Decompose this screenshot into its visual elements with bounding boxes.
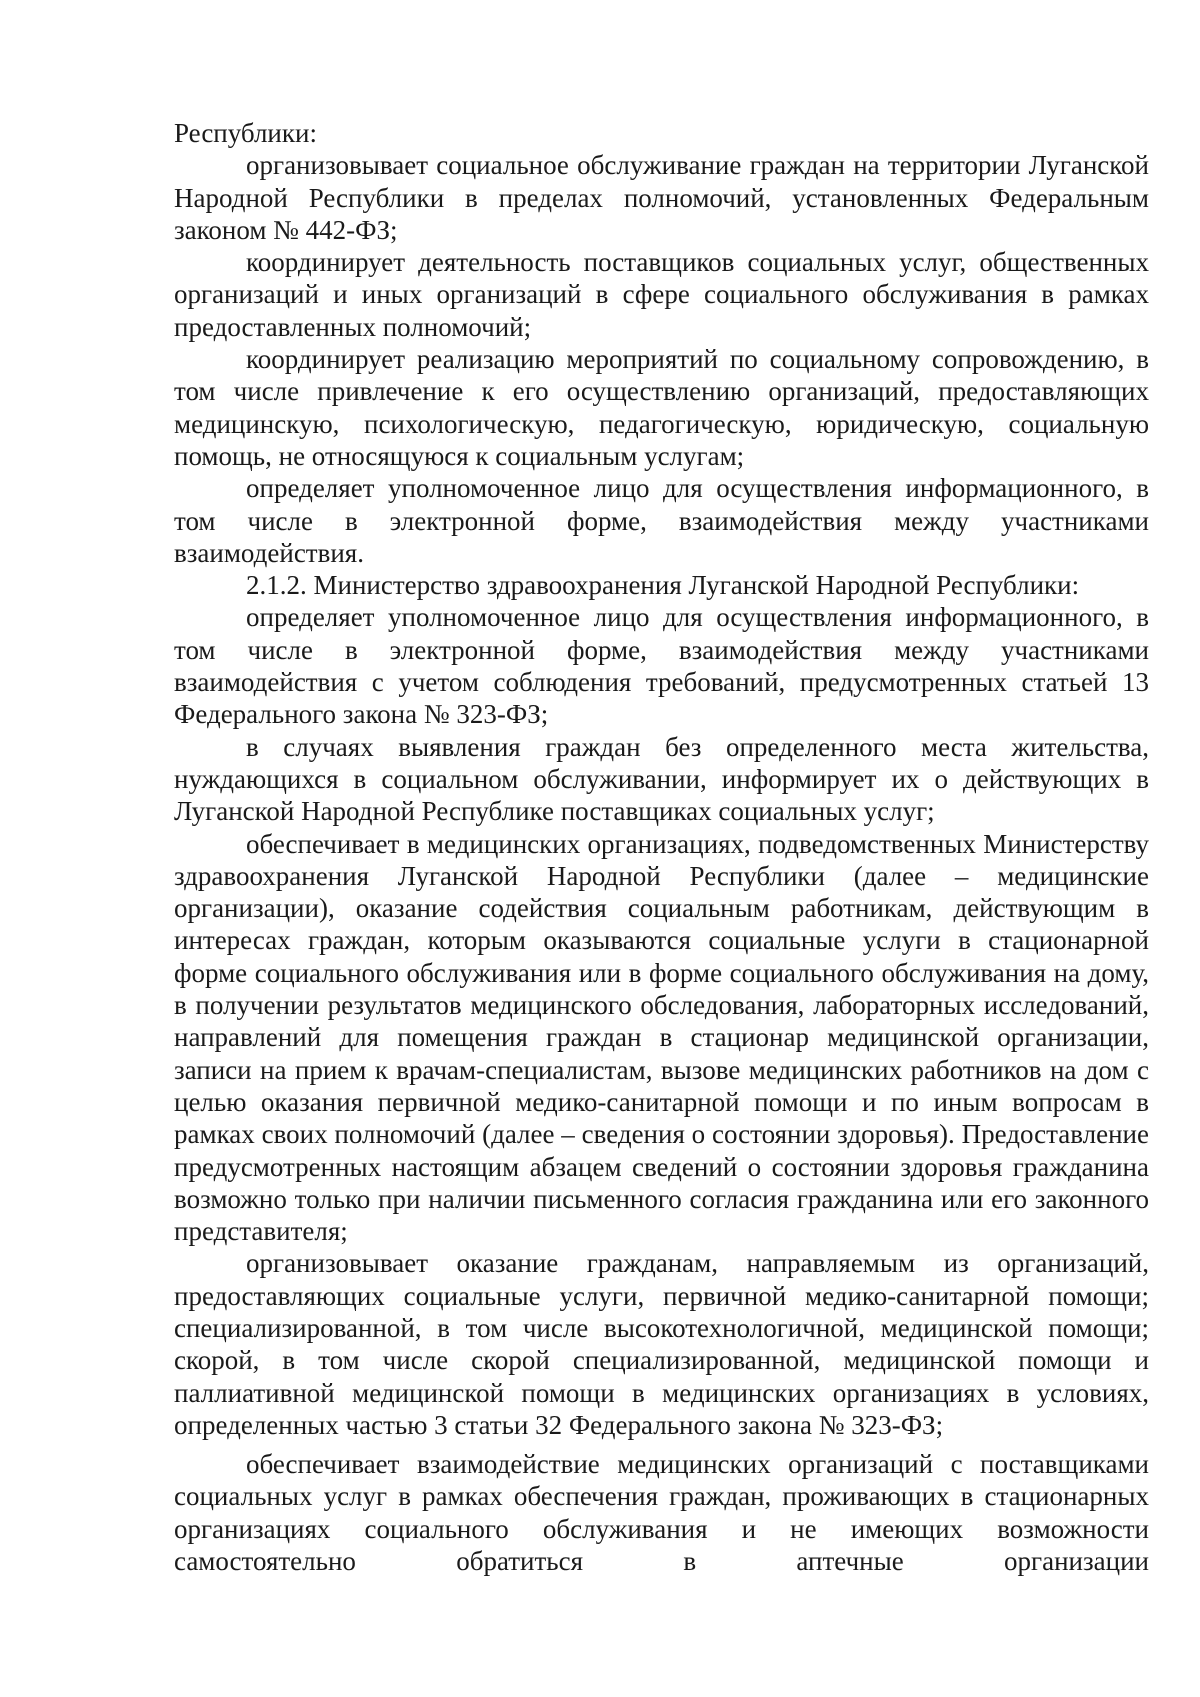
paragraph-continuation: Республики: (174, 118, 317, 148)
paragraph-authorized-person: определяет уполномоченное лицо для осуществления информационного, в том числе в электронной форме, взаимодействия между участниками взаимодействия. (174, 473, 1149, 568)
paragraph-medical-care-organization: организовывает оказание гражданам, направляемым из организаций, предоставляющих социальные услуги, первичной медико-санитарной помощи; специализированной, в том числе высокотехнологичной, медицинской помощи; скорой, в том числе скорой специализированной, медицинской помощи и паллиативной медицинской помощи в медицинских организациях в условиях, определенных частью 3 статьи 32 Федерального закона № 323-ФЗ; (174, 1248, 1149, 1440)
paragraph-medical-assistance: обеспечивает в медицинских организациях, подведомственных Министерству здравоохранения Луганской Народной Республики (далее – медицинские организации), оказание содействия социальным работникам, действующим в интересах граждан, которым оказываются социальные услуги в стационарной форме социального обслуживания или в форме социального обслуживания на дому, в получении результатов медицинского обследования, лабораторных исследований, направлений для помещения граждан в стационар медицинской организации, записи на прием к врачам-специалистам, вызове медицинских работников на дом с целью оказания первичной медико-санитарной помощи и по иным вопросам в рамках своих полномочий (далее – сведения о состоянии здоровья). Предоставление предусмотренных настоящим абзацем сведений о состоянии здоровья гражданина возможно только при наличии письменного согласия гражданина или его законного представителя; (174, 828, 1149, 1247)
paragraph-homeless-citizens: в случаях выявления граждан без определенного места жительства, нуждающихся в социальном обслуживании, информирует их о действующих в Луганской Народной Республике поставщиках социальных услуг; (174, 731, 1149, 827)
paragraph-coordination-support: координирует реализацию мероприятий по социальному сопровождению, в том числе привлечение к его осуществлению организаций, предоставляющих медицинскую, психологическую, педагогическую, юридическую, социальную помощь, не относящуюся к социальным услугам; (174, 344, 1149, 471)
paragraph-health-authorized-person: определяет уполномоченное лицо для осуществления информационного, в том числе в электронной форме, взаимодействия между участниками взаимодействия с учетом соблюдения требований, предусмотренных статьей 13 Федерального закона № 323-ФЗ; (174, 602, 1149, 730)
paragraph-coordination-providers: координирует деятельность поставщиков социальных услуг, общественных организаций и иных организаций в сфере социального обслуживания в рамках предоставленных полномочий; (174, 247, 1149, 342)
paragraph-social-service-organization: организовывает социальное обслуживание граждан на территории Луганской Народной Республики в пределах полномочий, установленных Федеральным законом № 442-ФЗ; (174, 150, 1149, 245)
document-body (174, 117, 1149, 1577)
paragraph-interaction-providers: обеспечивает взаимодействие медицинских организаций с поставщиками социальных услуг в рамках обеспечения граждан, проживающих в стационарных организациях социального обслуживания и не имеющих возможности самостоятельно обратиться в аптечные организации (174, 1449, 1149, 1577)
section-heading-2-1-2: 2.1.2. Министерство здравоохранения Луганской Народной Республики: (246, 570, 1080, 601)
